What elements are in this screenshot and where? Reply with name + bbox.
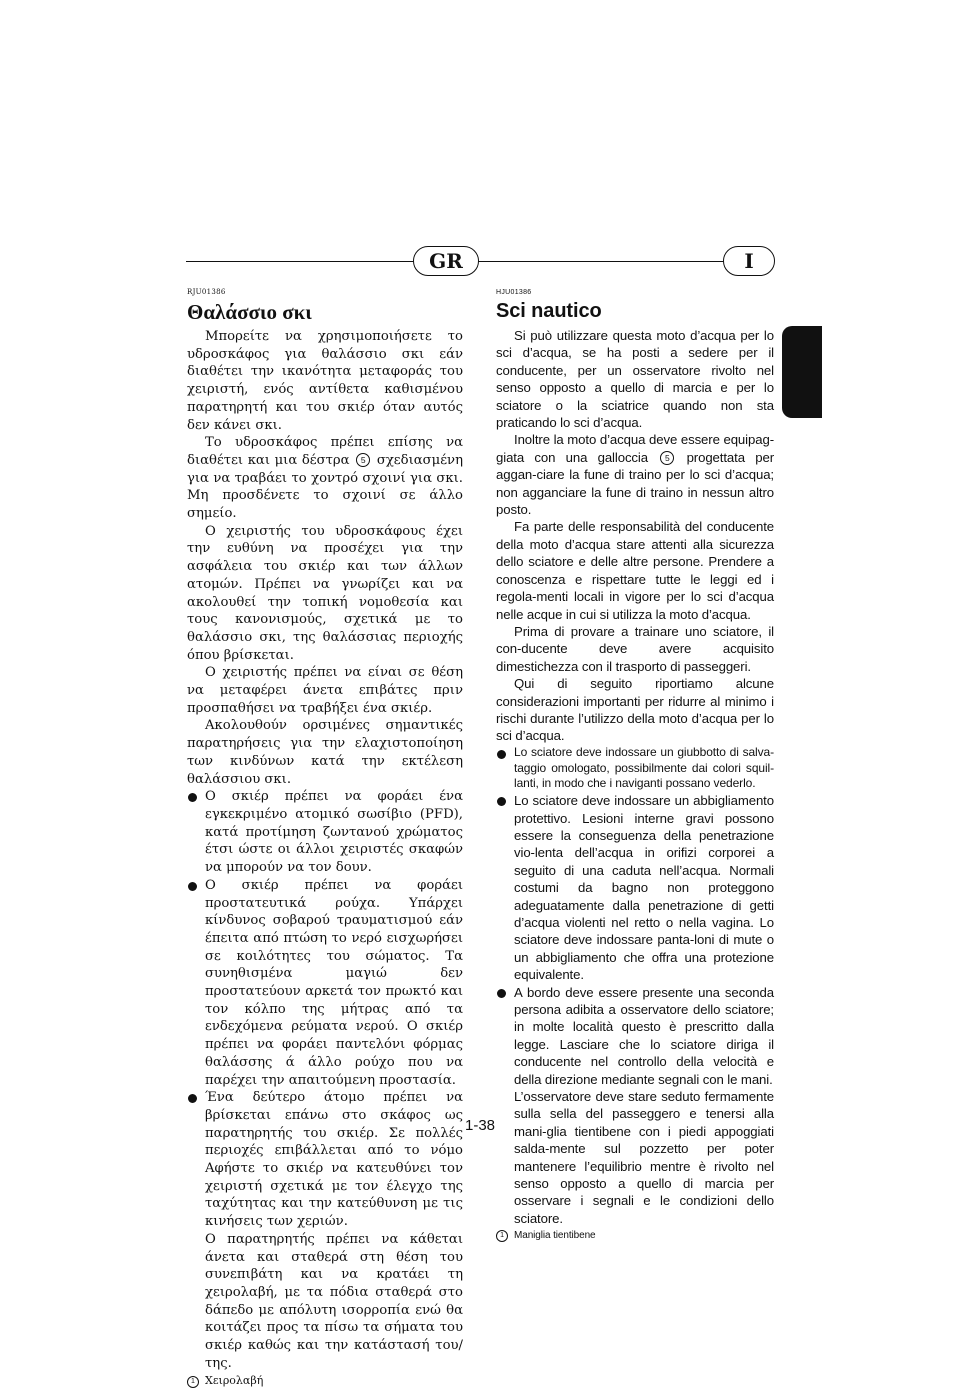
bullet-list (187, 788, 463, 1372)
header-rule (186, 261, 774, 262)
paragraph-text: progettata per aggan-ciare la fune di traino per lo sci d’acqua; non agganciare la fune di traino in nessun altro posto. (496, 449, 774, 518)
list-item (496, 745, 774, 792)
page-number: 1-38 (464, 1117, 496, 1134)
list-item-text: Lo sciatore deve indossare un giubbotto di salva-taggio omologato, possibilmente dai colori squil-lanti, in modo che i naviganti possano vederlo. (514, 744, 774, 791)
list-item (496, 792, 774, 983)
section-code: HJU01386 (496, 289, 532, 296)
bullet-icon (188, 793, 197, 802)
figure-note (187, 1374, 463, 1388)
paragraph: Fa parte delle responsabilità del conducente della moto d’acqua stare attenti alla sicurezza dello sciatore e delle altre persone. Prendere a conoscenza e rispettare tutte le leggi ed i regola-menti locali in vigore per lo sci d’acqua nelle acque in cui si utilizza la moto d’acqua. (496, 519, 774, 622)
section-title: Sci nautico (496, 300, 602, 322)
paragraph: Si può utilizzare questa moto d’acqua per lo sci d’acqua, se ha posti a sedere per il conducente, per un osservatore rivolto nel senso opposto a quello di marcia e per lo sciatore o la sciatrice quando non sta praticando lo sci d’acqua. (496, 328, 774, 431)
bullet-list (496, 745, 774, 1228)
paragraph: Ο χειριστής πρέπει να είναι σε θέση να μεταφέρει άνετα επιβάτες πριν προσπαθήσει να τραβήξει ένα σκιέρ. (187, 665, 463, 716)
paragraph: Prima di provare a trainare uno sciatore, il con-ducente deve avere acquisito dimestichezza con il trasporto di passeggeri. (496, 623, 774, 674)
figure-note (496, 1229, 774, 1243)
list-item-text: Ένα δεύτερο άτομο πρέπει να βρίσκεται επάνω στο σκάφος ως παρατηρητής του σκιέρ. Σε πολλές περιοχές επιβάλλεται από το νόμο Αφήστε το σκιέρ να κατευθύνει τον χειριστή σχετικά με τον έλεγχο της ταχύτητας και την κατεύθυνση με τις κινήσεις των χεριών. (205, 1090, 463, 1230)
list-item-text: Ο σκιέρ πρέπει να φοράει προστατευτικά ρούχα. Υπάρχει κίνδυνος σοβαρού τραυματισμού εάν έπειτα από πτώση το νερό εισχωρήσει σε κοιλότητες του σώματος. Τα συνηθισμένα μαγιώ δεν προστατεύουν αρκετά τον πρωκτό και τον κόλπο της μήτρας από τα ενδεχόμενα ρεύματα νερού. Ο σκιέρ πρέπει να φοράει παντελόνι φόρμας θαλάσσης ά άλλο ρούχο που να παρέχει την απαιτούμενη προστασία. (205, 877, 463, 1088)
note-text: Maniglia tientibene (514, 1230, 596, 1242)
language-badge-italian: I (723, 246, 775, 276)
bullet-icon (188, 882, 197, 891)
paragraph (187, 434, 463, 523)
paragraph-text: σχεδιασμένη για να τραβάει το χοντρό σχοινί για σκι. Μη προσδένετε το σχοινί σε άλλο σημείο. (187, 452, 463, 522)
list-item (496, 984, 774, 1228)
note-number: 1 (496, 1230, 508, 1242)
bullet-icon (497, 989, 506, 998)
section-title: Θαλάσσιο σκι (187, 300, 312, 324)
paragraph: Μπορείτε να χρησιμοποιήσετε το υδροσκάφος για θαλάσσιο σκι εάν διαθέτει την ικανότητα μεταφοράς του χειριστή, ενός αντίθετα καθισμένου παρατηρητή και του σκιέρ όταν αυτός δεν κάνει σκι. (187, 329, 463, 433)
language-badge-greek: GR (413, 246, 479, 276)
list-item-text: Ο σκιέρ πρέπει να φοράει ένα εγκεκριμένο ατομικό σωσίβιο (PFD), κατά προτίμηση ζωντανού χρώματος έτσι ώστε οι άλλοι χειριστές σκαφών να μπορούν να τον δουν. (205, 789, 463, 876)
section-code: RJU01386 (187, 288, 226, 296)
paragraph: Ο χειριστής του υδροσκάφους έχει την ευθύνη να προσέχει για την ασφάλεια του σκιέρ και των άλλων ατομών. Πρέπει να γνωρίζει και να ακολουθεί την τοπική νομοθεσία και τους κανονισμούς, σχετικά με το θαλάσσιο σκι, της θαλάσσιας περιοχής όπου βρίσκεται. (187, 523, 463, 663)
list-item-continuation: L’osservatore deve stare seduto fermamente sulla sella del passeggero e tenersi alla mani-glia tientibene con i piedi appoggiati salda-mente sul pozzetto per poter mantenere l’equilibrio mentre è rivolto nel senso opposto a quello di marcia per osservare i segnali e le condizioni dello sciatore. (514, 1089, 774, 1226)
paragraph-text: Το υδροσκάφος πρέπει επίσης να διαθέτει και μια δέστρα (187, 435, 463, 468)
list-item-text: Lo sciatore deve indossare un abbigliamento protettivo. Lesioni interne gravi possono essere la conseguenza della penetrazione vio-lenta dell’acqua in orifizi corporei a seguito di una caduta nell’acqua. Normali costumi da bagno non proteggono adeguatamente dalla penetrazione di getti d’acqua violenti nel retto o nella vagina. Lo sciatore deve indossare panta-loni di mute o un abbigliamento che offra una protezione equivalente. (514, 793, 774, 983)
list-item (187, 788, 463, 877)
bullet-icon (188, 1094, 197, 1103)
callout-number: 5 (660, 451, 674, 465)
bullet-icon (497, 797, 506, 806)
paragraph (496, 431, 774, 518)
paragraph-text: Inoltre la moto d’acqua deve essere equipag-giata con una galloccia (496, 432, 774, 465)
note-number: 1 (187, 1376, 199, 1388)
bullet-icon (497, 750, 506, 759)
paragraph: Qui di seguito riportiamo alcune considerazioni importanti per ridurre al minimo i rischi durante l’utilizzo della moto d’acqua per lo sci d’acqua. (496, 676, 774, 744)
section-tab-marker (782, 326, 822, 418)
italian-column (496, 288, 774, 1243)
list-item (187, 877, 463, 1089)
paragraph: Ακολουθούν ορσιμένες σημαντικές παρατηρήσεις για την ελαχιστοποίηση των κινδύνων κατά την εκτέλεση θαλάσσιου σκι. (187, 718, 463, 787)
list-item-text: A bordo deve essere presente una seconda persona adibita a osservatore dello sciatore; in molte località questo è prescritto dalla legge. Lasciare che lo sciatore diriga il conducente nel controllo della velocità e della direzione mediante segnali con le mani. (514, 984, 774, 1087)
greek-column (187, 288, 463, 1388)
callout-number: 5 (356, 453, 370, 467)
list-item-continuation: Ο παρατηρητής πρέπει να κάθεται άνετα και σταθερά στη θέση του συνεπιβάτη και να κρατάει τη χειρολαβή, με τα πόδια σταθερά στο δάπεδο με απόλυτη ισορροπία ενώ θα κοιτάζει προς τα πίσω τα σήματα του σκιέρ καθώς και την κατάστασή του/της. (205, 1231, 463, 1371)
note-text: Χειρολαβή (205, 1374, 264, 1388)
